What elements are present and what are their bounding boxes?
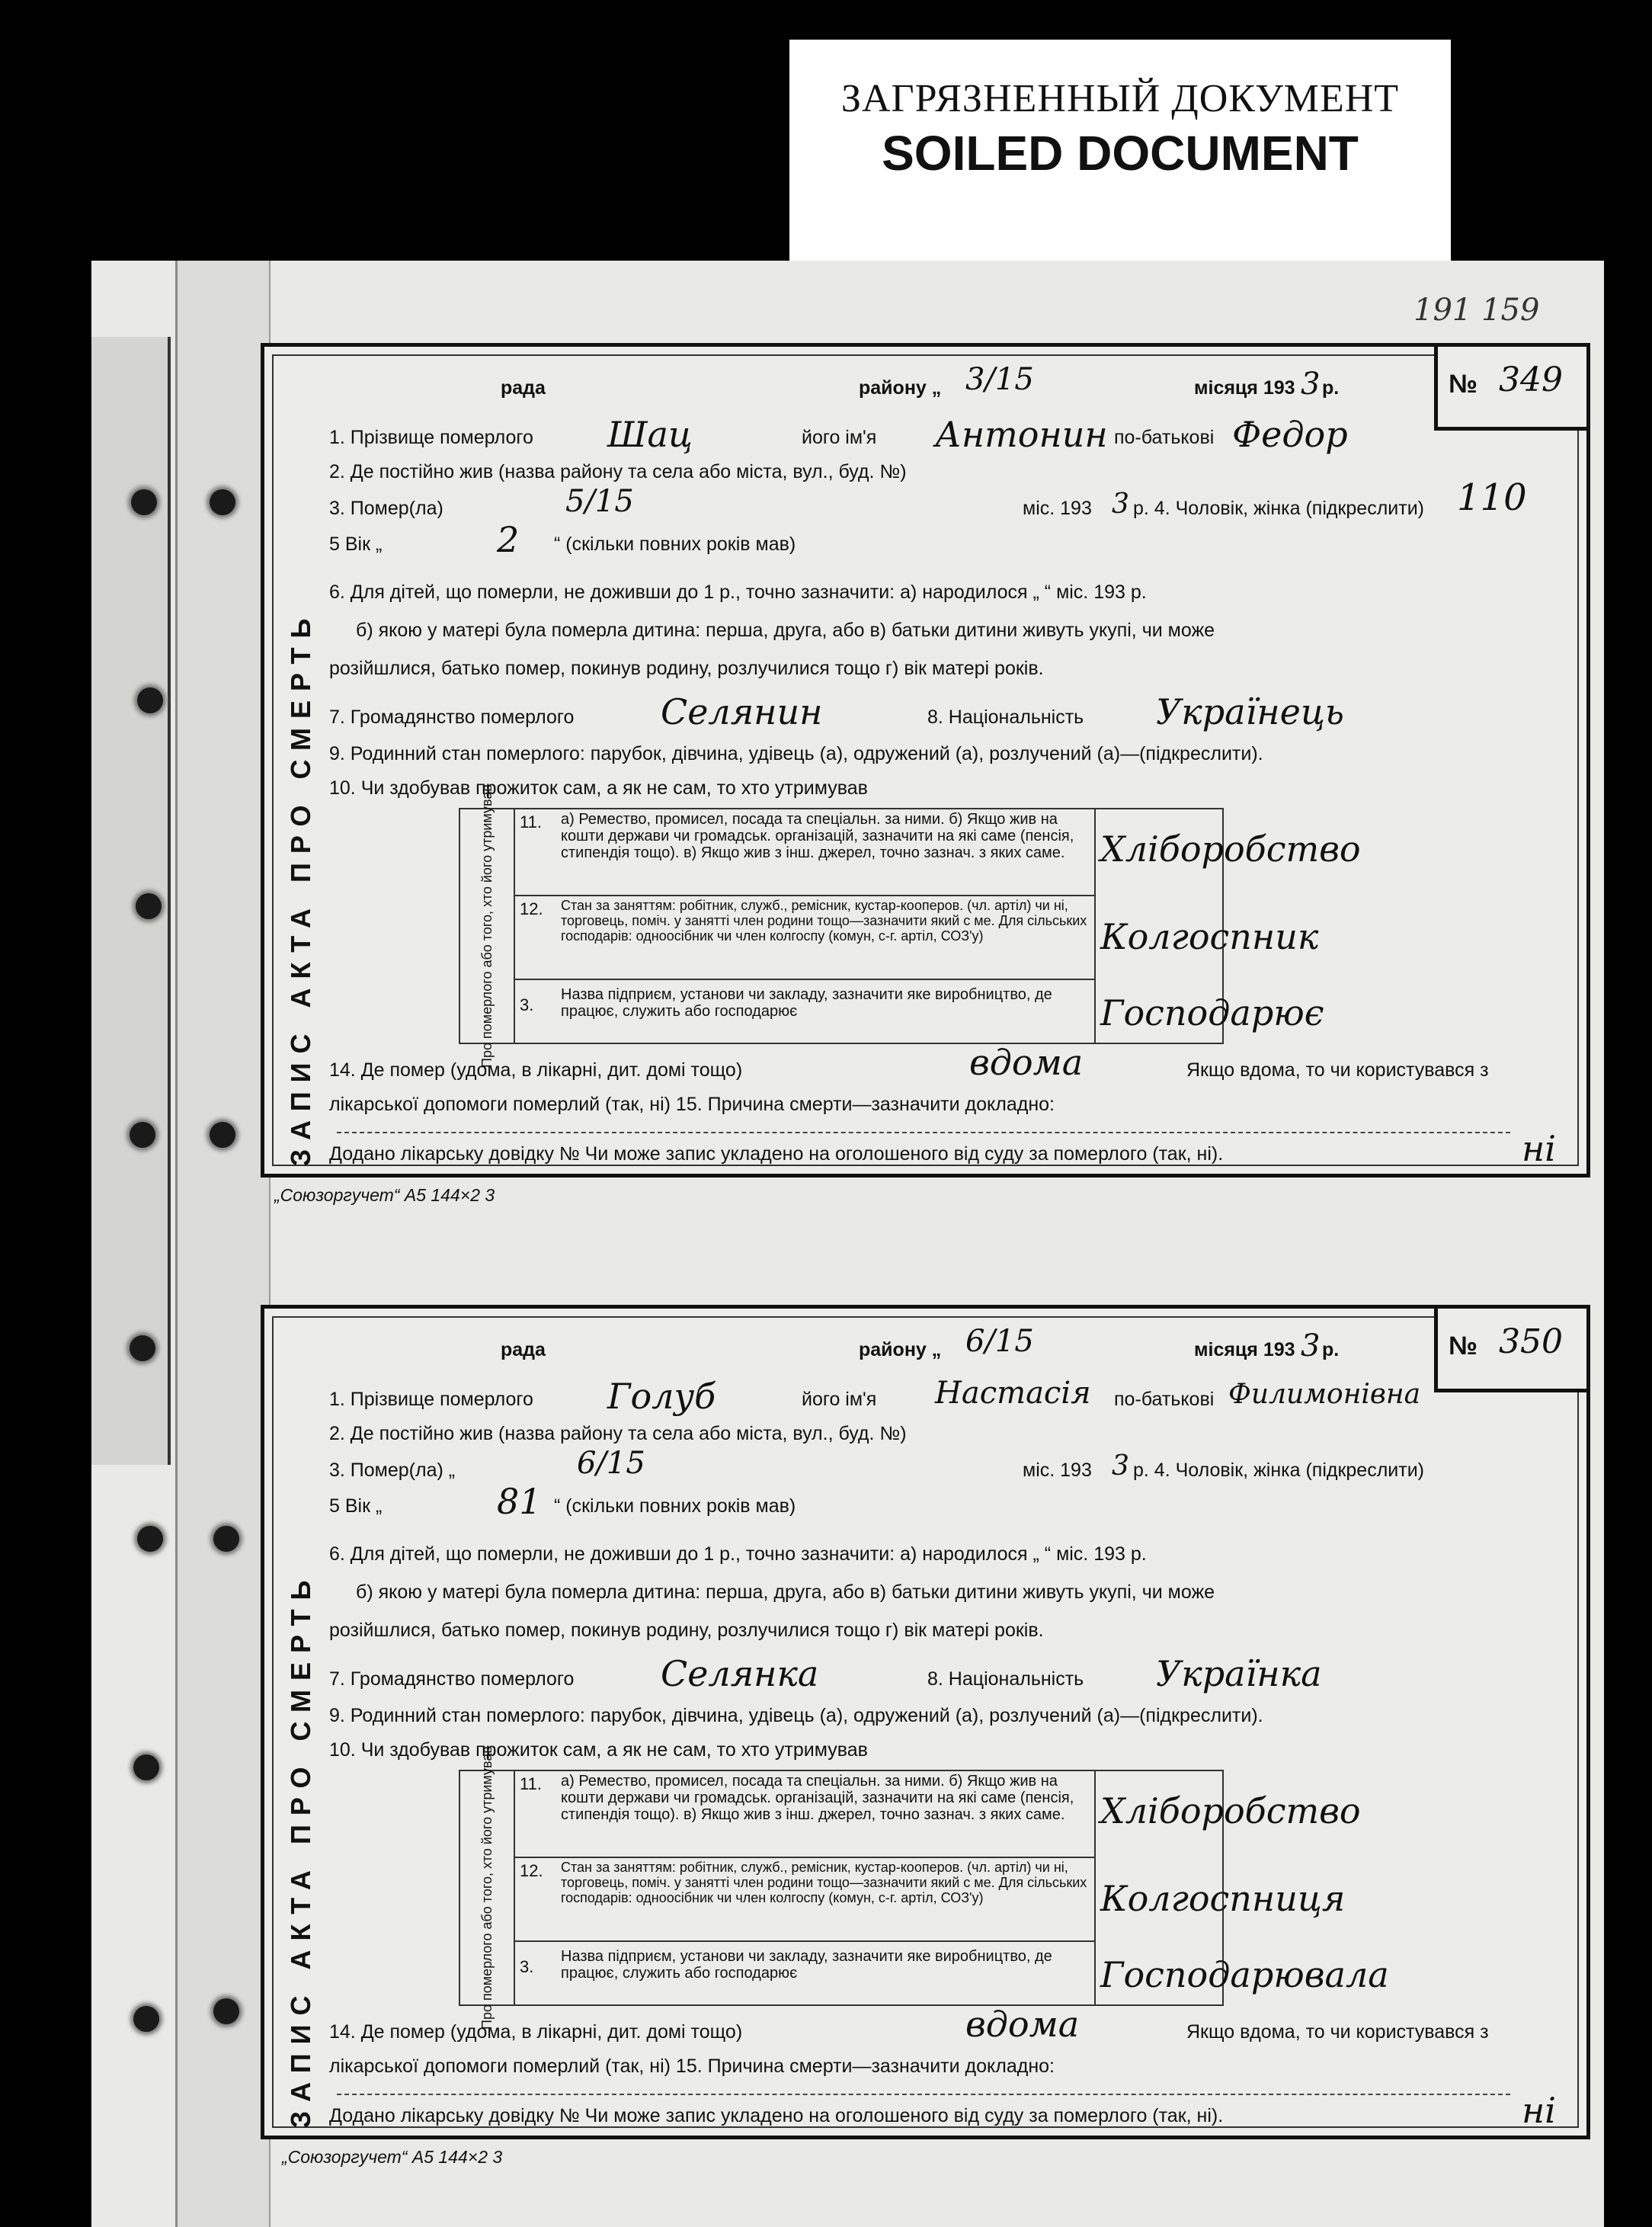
line-16: Додано лікарську довідку № Чи може запис укладено на оголошеного від суду за померлого (так, ні). bbox=[329, 2105, 1224, 2126]
age-value: 81 bbox=[497, 1481, 542, 1522]
death-year-digit: 3 bbox=[1112, 1450, 1129, 1482]
line-2-label: 2. Де постійно жив (назва району та села або міста, вул., буд. №) bbox=[329, 1423, 907, 1444]
nationality-label: 8. Національність bbox=[927, 1668, 1084, 1690]
binding-hole bbox=[210, 1122, 235, 1148]
line-15: лікарської допомоги померлий (так, ні) 15. Причина смерти—зазначити докладно: bbox=[329, 1094, 1055, 1115]
raion-label: району „ bbox=[859, 377, 942, 399]
occupation-side-label: Про померлого або того, хто його утримував bbox=[479, 1746, 495, 2030]
binding-hole bbox=[213, 1998, 239, 2024]
record-number: 349 bbox=[1499, 360, 1563, 399]
banner-line-en: SOILED DOCUMENT bbox=[882, 126, 1359, 181]
binding-hole bbox=[213, 1526, 239, 1552]
rada-label: рада bbox=[501, 1339, 546, 1360]
place-of-death-value: вдома bbox=[965, 2004, 1080, 2045]
surname-value: Шац bbox=[607, 414, 693, 455]
document-page bbox=[91, 261, 1604, 2227]
line-6b: б) якою у матері була померла дитина: перша, друга, або в) батьки дитини живуть укупі, чи може bbox=[356, 1581, 1215, 1603]
occupation-value: Хліборобство bbox=[1100, 1790, 1361, 1831]
death-date-value: 5/15 bbox=[565, 484, 634, 519]
citizenship-value: Селянка bbox=[661, 1653, 819, 1694]
month-label: місяця 193 bbox=[1194, 1339, 1295, 1360]
date-value: 6/15 bbox=[965, 1324, 1034, 1359]
line-14-rest: Якщо вдома, то чи користувався з bbox=[1186, 1059, 1489, 1081]
binding-hole bbox=[130, 1335, 155, 1361]
place-of-death-value: вдома bbox=[969, 1042, 1084, 1083]
occupation-row-12: 12. Стан за заняттям: робітник, служб., ремісник, кустар-кооперов. (чл. артіл) чи ні, торговець, поміч. у занятті член родини тощо—зазначити який с ме. Для сільських господарів: одноосібник чи член колгоспу (комун, с-г. артіл, СОЗ'у) bbox=[515, 1858, 1094, 1942]
raion-label: району „ bbox=[859, 1339, 942, 1360]
archive-folio-number: 191 159 bbox=[1413, 293, 1540, 328]
binding-hole bbox=[133, 2006, 159, 2032]
month-year-label: міс. 193 bbox=[1023, 1460, 1092, 1481]
month-year-label: міс. 193 bbox=[1023, 498, 1092, 519]
line-14-label: 14. Де помер (удома, в лікарні, дит. домі тощо) bbox=[329, 2021, 743, 2043]
workplace-value: Господарює bbox=[1100, 992, 1324, 1033]
printer-imprint: „Союзоргучет“ А5 144×2 3 bbox=[282, 2147, 503, 2167]
name-label: його ім'я bbox=[802, 427, 877, 448]
line-1-label: 1. Прізвище померлого bbox=[329, 427, 533, 448]
line-10: 10. Чи здобував прожиток сам, а як не сам, то хто утримував bbox=[329, 1739, 868, 1761]
patronymic-value: Филимонівна bbox=[1228, 1379, 1421, 1410]
death-record-form-349 bbox=[261, 343, 1590, 1178]
death-date-value: 6/15 bbox=[577, 1446, 645, 1481]
name-label: його ім'я bbox=[802, 1389, 877, 1410]
occupation-row-11: 11. а) Ремество, промисел, посада та спеціальн. за ними. б) Якщо жив на кошти держави чи громадськ. організацій, зазначити на які саме (пенсія, стипендія тощо). в) Якщо жив з інш. джерел, точно зазнач. з яких саме. bbox=[515, 809, 1094, 896]
banner-line-ru: ЗАГРЯЗНЕННЫЙ ДОКУМЕНТ bbox=[840, 77, 1400, 120]
line-9: 9. Родинний стан померлого: парубок, дівчина, удівець (а), одружений (а), розлучений (а)—(підкреслити). bbox=[329, 1705, 1263, 1726]
rada-label: рада bbox=[501, 377, 546, 399]
age-label: 5 Вік „ bbox=[329, 1495, 383, 1517]
nationality-value: Українець bbox=[1156, 691, 1344, 732]
line-2-label: 2. Де постійно жив (назва району та села або міста, вул., буд. №) bbox=[329, 461, 907, 482]
occupation-side-label: Про померлого або того, хто його утримував bbox=[479, 784, 495, 1068]
line-6c: розійшлися, батько помер, покинув родину, розлучилися тощо г) вік матері років. bbox=[329, 1620, 1044, 1641]
form-side-title: ЗАПИС АКТА ПРО СМЕРТЬ bbox=[285, 609, 316, 1167]
line-6b: б) якою у матері була померла дитина: перша, друга, або в) батьки дитини живуть укупі, чи може bbox=[356, 620, 1215, 641]
employment-status-value: Колгоспниця bbox=[1100, 1878, 1346, 1919]
year-digit: 3 bbox=[1301, 1328, 1321, 1363]
line-7-label: 7. Громадянство померлого bbox=[329, 707, 575, 728]
line-16: Додано лікарську довідку № Чи може запис укладено на оголошеного від суду за померлого (так, ні). bbox=[329, 1143, 1224, 1165]
patronymic-label: по-батькові bbox=[1114, 1389, 1215, 1410]
number-label: № bbox=[1449, 370, 1478, 399]
binding-hole bbox=[137, 1526, 163, 1552]
age-hint: “ (скільки повних років мав) bbox=[554, 534, 796, 555]
month-label: місяця 193 bbox=[1194, 377, 1295, 399]
employment-status-value: Колгоспник bbox=[1100, 916, 1319, 957]
sex-label: р. 4. Чоловік, жінка (підкреслити) bbox=[1133, 1460, 1425, 1481]
line-9: 9. Родинний стан померлого: парубок, дівчина, удівець (а), одружений (а), розлучений (а)—(підкреслити). bbox=[329, 743, 1263, 764]
binding-strip bbox=[175, 261, 271, 2227]
citizenship-value: Селянин bbox=[661, 691, 823, 732]
name-value: Настасія bbox=[935, 1376, 1091, 1411]
soiled-document-label bbox=[789, 40, 1451, 261]
record-number-box bbox=[1434, 343, 1590, 431]
margin-note: 110 bbox=[1457, 476, 1527, 519]
line-10: 10. Чи здобував прожиток сам, а як не сам, то хто утримував bbox=[329, 777, 868, 799]
occupation-row-12: 12. Стан за заняттям: робітник, служб., ремісник, кустар-кооперов. (чл. артіл) чи ні, торговець, поміч. у занятті член родини тощо—зазначити який с ме. Для сільських господарів: одноосібник чи член колгоспу (комун, с-г. артіл, СОЗ'у) bbox=[515, 896, 1094, 980]
line-14-label: 14. Де помер (удома, в лікарні, дит. домі тощо) bbox=[329, 1059, 743, 1081]
court-note-value: ні bbox=[1522, 1128, 1557, 1169]
line-7-label: 7. Громадянство померлого bbox=[329, 1668, 575, 1690]
binding-hole bbox=[133, 1754, 159, 1780]
name-value: Антонин bbox=[935, 414, 1108, 455]
binding-hole bbox=[130, 1122, 155, 1148]
court-note-value: ні bbox=[1522, 2090, 1557, 2131]
patronymic-value: Федор bbox=[1232, 414, 1348, 455]
binding-hole bbox=[131, 489, 157, 515]
printer-imprint: „Союзоргучет“ А5 144×2 3 bbox=[274, 1185, 495, 1205]
age-hint: “ (скільки повних років мав) bbox=[554, 1495, 796, 1517]
surname-value: Голуб bbox=[607, 1376, 716, 1417]
line-6c: розійшлися, батько помер, покинув родину, розлучилися тощо г) вік матері років. bbox=[329, 658, 1044, 679]
nationality-label: 8. Національність bbox=[927, 707, 1084, 728]
age-label: 5 Вік „ bbox=[329, 534, 383, 555]
binding-hole bbox=[136, 893, 162, 919]
occupation-row-11: 11. а) Ремество, промисел, посада та спеціальн. за ними. б) Якщо жив на кошти держави чи громадськ. організацій, зазначити на які саме (пенсія, стипендія тощо). в) Якщо жив з інш. джерел, точно зазнач. з яких саме. bbox=[515, 1771, 1094, 1858]
record-number-box bbox=[1434, 1305, 1590, 1392]
occupation-row-3: 3. Назва підприєм, установи чи закладу, зазначити яке виробництво, де працює, служить або господарює bbox=[520, 1948, 1052, 1982]
line-6a: 6. Для дітей, що померли, не доживши до 1 р., точно зазначити: а) народилося „ “ міс. 193 р. bbox=[329, 1543, 1147, 1565]
patronymic-label: по-батькові bbox=[1114, 427, 1215, 448]
age-value: 2 bbox=[497, 519, 520, 560]
number-label: № bbox=[1449, 1331, 1478, 1360]
form-side-title: ЗАПИС АКТА ПРО СМЕРТЬ bbox=[285, 1571, 316, 2129]
occupation-row-3: 3. Назва підприєм, установи чи закладу, зазначити яке виробництво, де працює, служить або господарює bbox=[520, 986, 1052, 1020]
line-6a: 6. Для дітей, що померли, не доживши до 1 р., точно зазначити: а) народилося „ “ міс. 193 р. bbox=[329, 582, 1147, 603]
date-value: 3/15 bbox=[965, 362, 1034, 397]
line-15: лікарської допомоги померлий (так, ні) 15. Причина смерти—зазначити докладно: bbox=[329, 2056, 1055, 2077]
line-3-label: 3. Помер(ла) bbox=[329, 498, 443, 519]
binding-hole bbox=[137, 687, 163, 713]
workplace-value: Господарювала bbox=[1100, 1954, 1389, 1995]
year-suffix: р. bbox=[1322, 1339, 1340, 1360]
record-number: 350 bbox=[1499, 1322, 1563, 1361]
year-digit: 3 bbox=[1301, 367, 1321, 402]
binding-hole bbox=[210, 489, 235, 515]
death-record-form-350 bbox=[261, 1305, 1590, 2139]
nationality-value: Українка bbox=[1156, 1653, 1322, 1694]
line-1-label: 1. Прізвище померлого bbox=[329, 1389, 533, 1410]
line-3-label: 3. Помер(ла) „ bbox=[329, 1460, 456, 1481]
sex-label: р. 4. Чоловік, жінка (підкреслити) bbox=[1133, 498, 1425, 519]
occupation-value: Хліборобство bbox=[1100, 828, 1361, 870]
year-suffix: р. bbox=[1322, 377, 1340, 399]
death-year-digit: 3 bbox=[1112, 489, 1129, 520]
line-14-rest: Якщо вдома, то чи користувався з bbox=[1186, 2021, 1489, 2043]
